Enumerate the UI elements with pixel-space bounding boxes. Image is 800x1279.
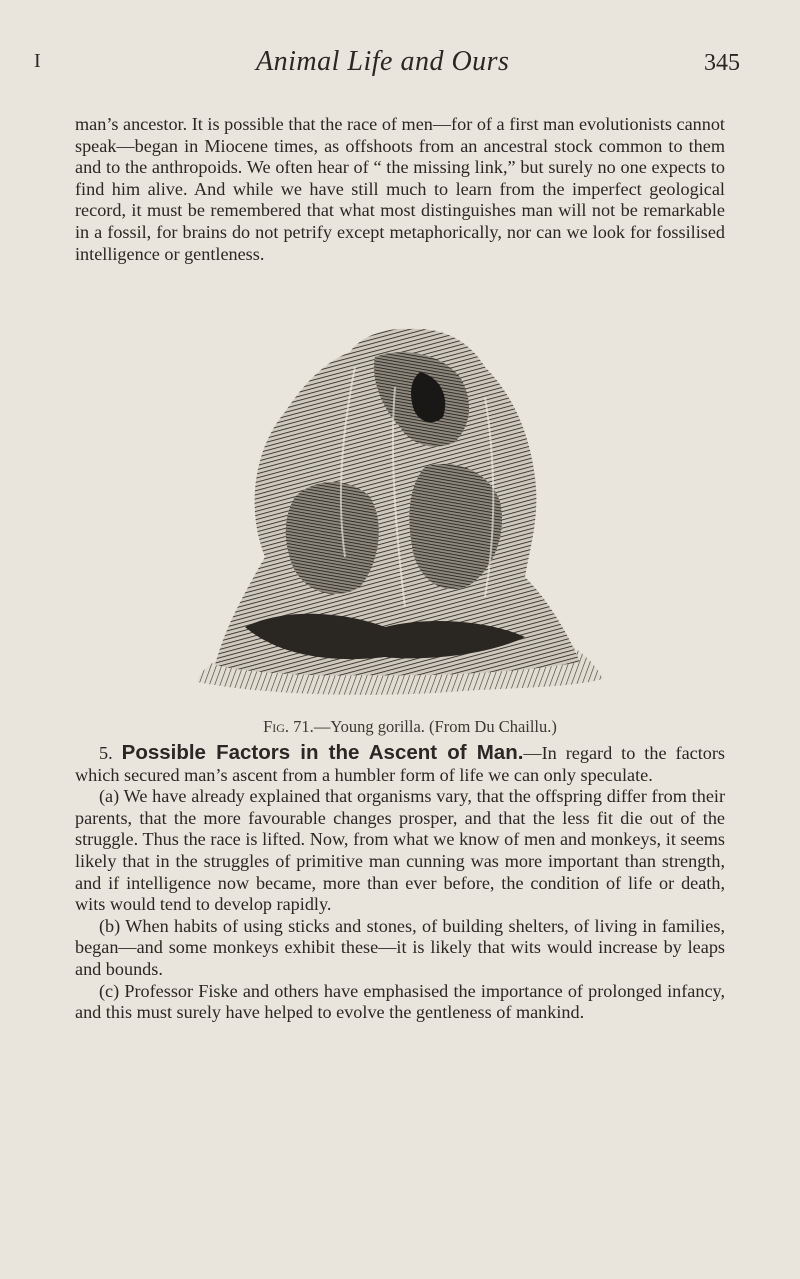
section-5 [75,742,725,1024]
page-number: 345 [704,50,740,76]
paragraph-top [75,114,725,265]
section-intro-text: —In regard to the factors which secured man’s ascent from a humbler form of life we can only speculate. [75,743,725,785]
figure-caption [200,717,620,737]
section-number: 5. [99,743,113,763]
paragraph-c: (c) Professor Fiske and others have emphasised the importance of prolonged infancy, and this must surely have helped to evolve the gentleness of mankind. [75,980,725,1023]
figure-caption-text: —Young gorilla. (From Du Chaillu.) [313,717,557,736]
paragraph-continued: man’s ancestor. It is possible that the race of men—for of a first man evolutionists cannot speak—began in Miocene times, as offshoots from an ancestral stock common to them and to the anthropoids. We often hear of “ the missing link,” but surely no one expects to find him alive. And while we have still much to learn from the imperfect geological record, it must be remembered that what most distinguishes man will not be remarkable in a fossil, for brains do not petrify except metaphorically, nor can we look for fossilised intelligence or gentleness. [75,114,725,264]
paragraph-b: (b) When habits of using sticks and stones, of building shelters, of living in families, began—and some monkeys exhibit these—it is likely that wits would increase by leaps and bounds. [75,915,725,979]
gorilla-illustration [185,327,615,703]
paragraph-a: (a) We have already explained that organisms vary, that the offspring differ from their parents, that the more favourable changes prosper, and that the less fit die out of the struggle. Thus the race is lifted. Now, from what we know of men and monkeys, it seems likely that in the struggles of primitive man cunning was more important than strength, and if intelligence now became, more than ever before, the condition of life or death, wits would tend to develop rapidly. [75,786,725,915]
section-intro [75,742,725,786]
page-number-left: I [34,50,41,72]
section-heading: Possible Factors in the Ascent of Man. [121,741,524,764]
figure-label: Fig. 71. [263,717,314,736]
running-head: Animal Life and Ours [256,46,510,77]
